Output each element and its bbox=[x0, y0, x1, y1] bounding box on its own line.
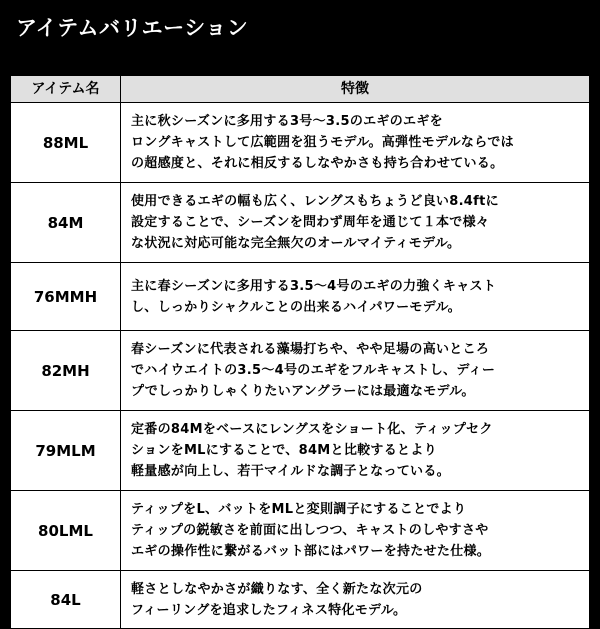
feature-cell bbox=[121, 411, 590, 491]
feature-line: 主に秋シーズンに多用する3号〜3.5のエギのエギを bbox=[131, 114, 443, 129]
feature-line: 設定することで、シーズンを問わず周年を通じて１本で様々 bbox=[131, 215, 490, 230]
feature-line: 主に春シーズンに多用する3.5〜4号のエギの力強くキャスト bbox=[131, 278, 497, 294]
feature-cell bbox=[121, 263, 590, 331]
item-name-cell: 82MH bbox=[11, 331, 121, 411]
feature-line: 春シーズンに代表される藻場打ちや、やや足場の高いところ bbox=[131, 342, 490, 357]
feature-line: エギの操作性に繋がるバット部にはパワーを持たせた仕様。 bbox=[131, 544, 491, 559]
item-name-cell: 88ML bbox=[11, 103, 121, 183]
item-name-cell: 84L bbox=[11, 571, 121, 629]
feature-line: でハイウエイトの3.5〜4号のエギをフルキャストし、ディー bbox=[131, 363, 496, 378]
feature-line: フィーリングを追求したフィネス特化モデル。 bbox=[131, 602, 407, 618]
feature-line: 定番の84Mをベースにレングスをショート化、ティップセク bbox=[131, 422, 493, 437]
item-name-cell: 80LML bbox=[11, 491, 121, 571]
column-header-features: 特徴 bbox=[121, 76, 590, 103]
feature-line: 軽さとしなやかさが織りなす、全く新たな次元の bbox=[131, 581, 423, 597]
feature-line: 軽量感が向上し、若干マイルドな調子となっている。 bbox=[131, 464, 450, 479]
feature-line: 使用できるエギの幅も広く、レングスもちょうど良い8.4ftに bbox=[131, 194, 499, 209]
feature-cell bbox=[121, 103, 590, 183]
table-row bbox=[11, 571, 590, 629]
item-name-cell: 84M bbox=[11, 183, 121, 263]
feature-line: な状況に対応可能な完全無欠のオールマイティモデル。 bbox=[131, 236, 461, 251]
feature-cell bbox=[121, 571, 590, 629]
table-header-row bbox=[11, 76, 590, 103]
table-row bbox=[11, 263, 590, 331]
feature-line: ティップの鋭敏さを前面に出しつつ、キャストのしやすさや bbox=[131, 523, 489, 538]
feature-line: し、しっかりシャクルことの出来るハイパワーモデル。 bbox=[131, 299, 461, 315]
feature-cell bbox=[121, 183, 590, 263]
item-name-cell: 76MMH bbox=[11, 263, 121, 331]
table-row bbox=[11, 183, 590, 263]
table-row bbox=[11, 103, 590, 183]
feature-cell bbox=[121, 491, 590, 571]
feature-line: ティップをL、バットをMLと変則調子にすることでより bbox=[131, 502, 467, 517]
table-row bbox=[11, 331, 590, 411]
feature-line: ションをMLにすることで、84Mと比較するとより bbox=[131, 443, 437, 458]
item-name-cell: 79MLM bbox=[11, 411, 121, 491]
feature-line: ロングキャストして広範囲を狙うモデル。高弾性モデルならでは bbox=[131, 135, 514, 150]
column-header-item-name: アイテム名 bbox=[11, 76, 121, 103]
table-row bbox=[11, 491, 590, 571]
feature-line: の超感度と、それに相反するしなやかさも持ち合わせている。 bbox=[131, 156, 504, 171]
table-row bbox=[11, 411, 590, 491]
item-variation-table bbox=[10, 75, 590, 629]
page-title: アイテムバリエーション bbox=[16, 16, 249, 40]
feature-line: プでしっかりしゃくりたいアングラーには最適なモデル。 bbox=[131, 384, 475, 399]
feature-cell bbox=[121, 331, 590, 411]
